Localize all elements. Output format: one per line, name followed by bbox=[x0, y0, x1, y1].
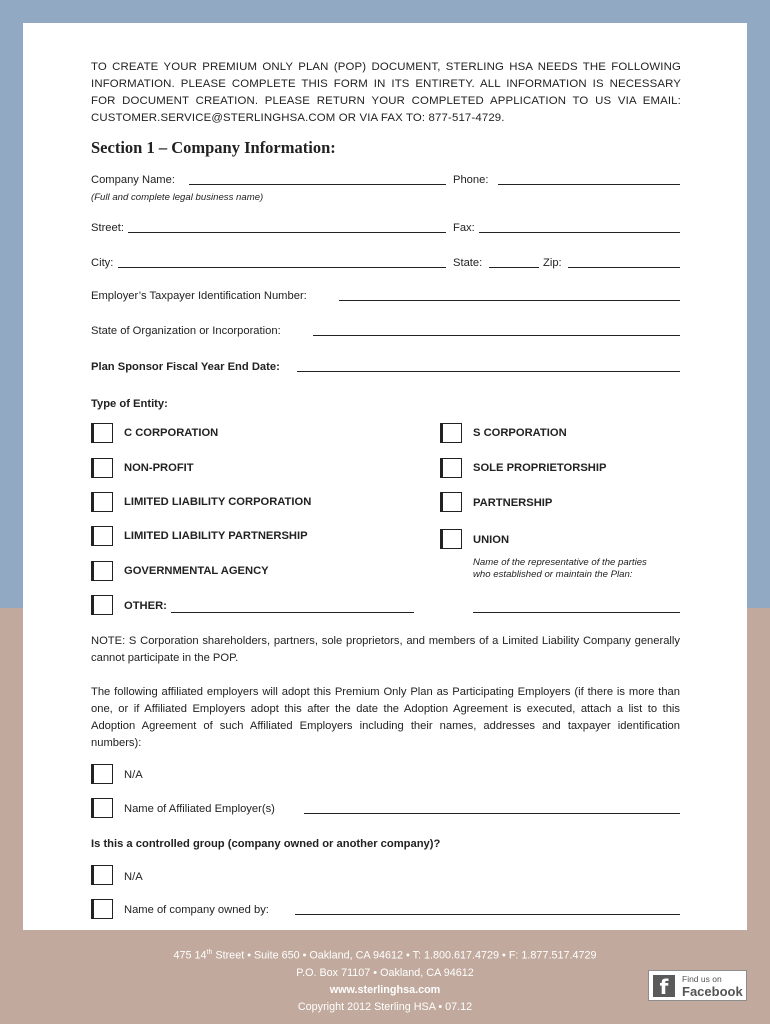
state-org-label: State of Organization or Incorporation: bbox=[91, 325, 281, 337]
affiliated-name-field[interactable] bbox=[304, 813, 680, 814]
non-profit-label: NON-PROFIT bbox=[124, 462, 194, 474]
intro-line-2: INFORMATION. PLEASE COMPLETE THIS FORM IN ITS ENTIRETY. ALL INFORMATION IS NECESSARY bbox=[91, 78, 681, 90]
other-field[interactable] bbox=[171, 612, 414, 613]
phone-field[interactable] bbox=[498, 184, 680, 185]
governmental-agency-label: GOVERNMENTAL AGENCY bbox=[124, 565, 269, 577]
intro-line-4: CUSTOMER.SERVICE@STERLINGHSA.COM OR VIA FAX TO: 877-517-4729. bbox=[91, 112, 505, 124]
c-corporation-checkbox[interactable] bbox=[93, 423, 113, 443]
footer-address bbox=[0, 944, 770, 965]
city-field[interactable] bbox=[118, 267, 446, 268]
union-representative-field[interactable] bbox=[473, 612, 680, 613]
affiliated-na-label: N/A bbox=[124, 769, 143, 781]
ein-label: Employer’s Taxpayer Identification Number: bbox=[91, 290, 307, 302]
controlled-group-question: Is this a controlled group (company owned or another company)? bbox=[91, 838, 441, 850]
fax-label: Fax: bbox=[453, 222, 475, 234]
owned-by-checkbox[interactable] bbox=[93, 899, 113, 919]
affiliated-name-label: Name of Affiliated Employer(s) bbox=[124, 803, 275, 815]
section-title: Section 1 – Company Information: bbox=[91, 138, 336, 157]
non-profit-checkbox[interactable] bbox=[93, 458, 113, 478]
fax-field[interactable] bbox=[479, 232, 680, 233]
intro-text bbox=[91, 59, 681, 127]
company-name-field[interactable] bbox=[189, 184, 446, 185]
partnership-checkbox[interactable] bbox=[442, 492, 462, 512]
ein-field[interactable] bbox=[339, 300, 680, 301]
intro-line-3: FOR DOCUMENT CREATION. PLEASE RETURN YOUR COMPLETED APPLICATION TO US VIA EMAIL: bbox=[91, 95, 681, 107]
owned-by-field[interactable] bbox=[295, 914, 680, 915]
llp-checkbox[interactable] bbox=[93, 526, 113, 546]
intro-line-1: TO CREATE YOUR PREMIUM ONLY PLAN (POP) DOCUMENT, STERLING HSA NEEDS THE FOLLOWING bbox=[91, 61, 681, 73]
footer-address-sup: th bbox=[206, 949, 213, 956]
footer-po-box: P.O. Box 71107 • Oakland, CA 94612 bbox=[296, 966, 474, 979]
sole-proprietorship-checkbox[interactable] bbox=[442, 458, 462, 478]
company-name-hint: (Full and complete legal business name) bbox=[91, 192, 264, 203]
affiliated-name-checkbox[interactable] bbox=[93, 798, 113, 818]
company-name-label: Company Name: bbox=[91, 174, 175, 186]
facebook-find-us: Find us on bbox=[682, 974, 722, 984]
s-corporation-label: S CORPORATION bbox=[473, 427, 567, 439]
form-sheet bbox=[23, 23, 747, 930]
zip-label: Zip: bbox=[543, 257, 562, 269]
governmental-agency-checkbox[interactable] bbox=[93, 561, 113, 581]
facebook-icon: f bbox=[653, 975, 675, 997]
phone-label: Phone: bbox=[453, 174, 489, 186]
llc-checkbox[interactable] bbox=[93, 492, 113, 512]
union-note-line-2: who established or maintain the Plan: bbox=[473, 569, 633, 580]
footer-website-link[interactable]: www.sterlinghsa.com bbox=[329, 983, 441, 996]
llp-label: LIMITED LIABILITY PARTNERSHIP bbox=[124, 530, 308, 542]
other-label: OTHER: bbox=[124, 600, 167, 612]
llc-label: LIMITED LIABILITY CORPORATION bbox=[124, 496, 312, 508]
state-field[interactable] bbox=[489, 267, 539, 268]
sole-proprietorship-label: SOLE PROPRIETORSHIP bbox=[473, 462, 607, 474]
footer-address-post: Street • Suite 650 • Oakland, CA 94612 • T: 1.800.617.4729 • F: 1.877.517.4729 bbox=[212, 949, 597, 962]
state-label: State: bbox=[453, 257, 483, 269]
union-label: UNION bbox=[473, 534, 510, 546]
controlled-na-checkbox[interactable] bbox=[93, 865, 113, 885]
fiscal-year-label: Plan Sponsor Fiscal Year End Date: bbox=[91, 361, 280, 373]
zip-field[interactable] bbox=[568, 267, 680, 268]
s-corporation-checkbox[interactable] bbox=[442, 423, 462, 443]
city-label: City: bbox=[91, 257, 114, 269]
owned-by-label: Name of company owned by: bbox=[124, 904, 269, 916]
union-checkbox[interactable] bbox=[442, 529, 462, 549]
other-checkbox[interactable] bbox=[93, 595, 113, 615]
fiscal-year-field[interactable] bbox=[297, 371, 680, 372]
affiliated-paragraph: The following affiliated employers will adopt this Premium Only Plan as Participating Employers (if there is more than one, or if Affiliated Employers adopt this after the date the Adoption Agreement is executed, attach a list to this Adoption Agreement of such Affiliated Employers including their names, addresses and taxpayer identification numbers): bbox=[91, 686, 680, 749]
controlled-na-label: N/A bbox=[124, 871, 143, 883]
facebook-badge[interactable] bbox=[648, 970, 747, 1001]
footer-copyright: Copyright 2012 Sterling HSA • 07.12 bbox=[297, 1000, 473, 1013]
facebook-label: Facebook bbox=[682, 984, 743, 999]
affiliated-na-checkbox[interactable] bbox=[93, 764, 113, 784]
union-note-line-1: Name of the representative of the parties bbox=[473, 557, 647, 568]
street-field[interactable] bbox=[128, 232, 446, 233]
note-paragraph: NOTE: S Corporation shareholders, partners, sole proprietors, and members of a Limited Liability Company generally cannot participate in the POP. bbox=[91, 635, 680, 664]
state-org-field[interactable] bbox=[313, 335, 680, 336]
partnership-label: PARTNERSHIP bbox=[473, 497, 553, 509]
entity-heading: Type of Entity: bbox=[91, 398, 168, 410]
street-label: Street: bbox=[91, 222, 124, 234]
c-corporation-label: C CORPORATION bbox=[124, 427, 219, 439]
footer-address-pre: 475 14 bbox=[173, 949, 207, 962]
